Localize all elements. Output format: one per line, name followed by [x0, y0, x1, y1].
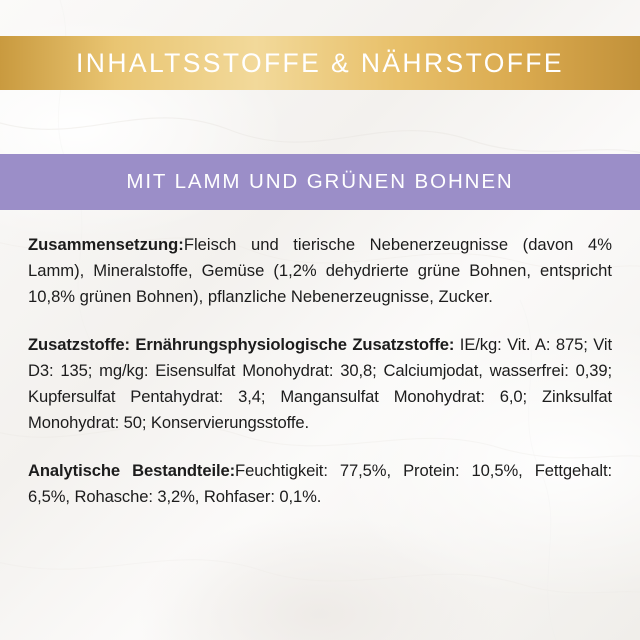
section-additives-body: IE/kg: Vit. A: 875; Vit D3: 135; mg/kg: Eisensulfat Monohydrat: 30,8; Calciumjodat, wasserfrei: 0,39; Kupfersulfat Pentahydrat: 3,4; Mangansulfat Monohydrat: 6,0; Zinksulfat Monohydrat: 50; Konservierungsstoffe. [28, 335, 612, 432]
header-band [0, 36, 640, 90]
section-additives-heading: Zusatzstoffe: Ernährungsphysiologische Zusatzstoffe: [28, 335, 455, 354]
ingredients-content [28, 232, 612, 510]
section-composition-heading: Zusammensetzung: [28, 235, 184, 254]
page-title: INHALTSSTOFFE & NÄHRSTOFFE [76, 47, 564, 78]
section-additives [28, 332, 612, 436]
variant-label: MIT LAMM UND GRÜNEN BOHNEN [126, 170, 514, 193]
section-analytical [28, 458, 612, 510]
section-analytical-body: Feuchtigkeit: 77,5%, Protein: 10,5%, Fettgehalt: 6,5%, Rohasche: 3,2%, Rohfaser: 0,1%. [28, 461, 613, 506]
variant-band [0, 154, 640, 210]
section-composition-body: Fleisch und tierische Nebenerzeugnisse (davon 4% Lamm), Mineralstoffe, Gemüse (1,2% dehydrierte grüne Bohnen, entspricht 10,8% grünen Bohnen), pflanzliche Nebenerzeugnisse, Zucker. [28, 235, 612, 306]
section-analytical-heading: Analytische Bestandteile: [28, 461, 236, 480]
section-composition [28, 232, 612, 310]
